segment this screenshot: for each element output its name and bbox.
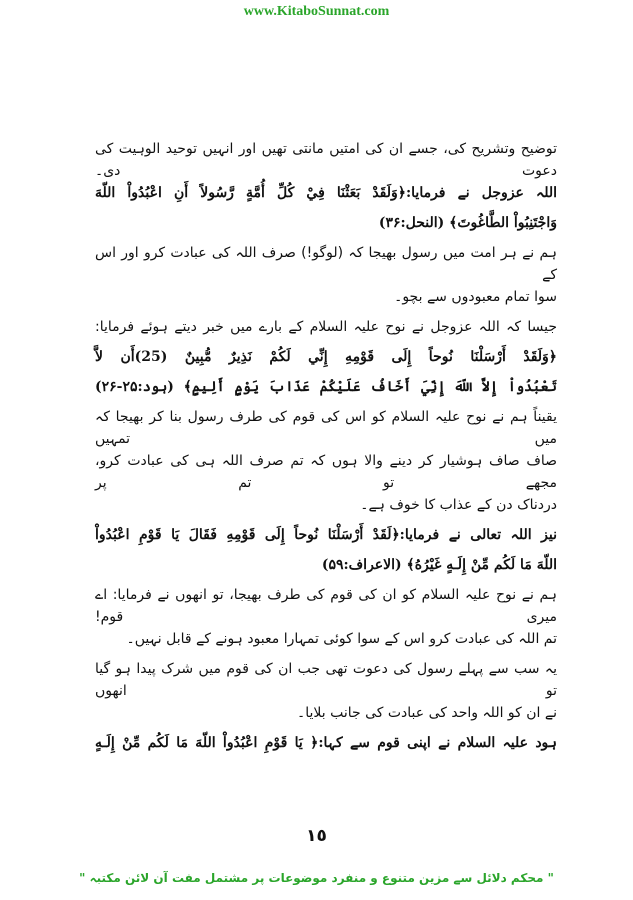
text-line: اللہ عزوجل نے فرمایا:﴿وَلَقَدْ بَعَثْنَا فِيْ كُلِّ أُمَّةٍ رَّسُولاً أَنِ اعْبُدُواْ اللّهَ [95, 185, 557, 201]
text-line: نے ان کو اللہ واحد کی عبادت کی جانب بلایا۔ [297, 705, 557, 721]
text-line: نیز اللہ تعالی نے فرمایا:﴿لَقَدْ أَرْسَلْنَا نُوحاً إِلَى قَوْمِهِ فَقَالَ يَا قَوْمِ اعْبُدُواْ [95, 527, 557, 543]
page-number: ١٥ [306, 826, 327, 846]
text-line: ہم نے ہر امت میں رسول بھیجا کہ (لوگو!) صرف اللہ کی عبادت کرو اور اس کے [95, 245, 557, 283]
text-line: وَاجْتَنِبُواْ الطَّاغُوتَ﴾ (النحل:۳۶) [378, 215, 557, 231]
text-line: تم اللہ کی عبادت کرو اس کے سوا کوئی تمہارا معبود ہونے کے قابل نہیں۔ [126, 631, 557, 647]
text-line: توضیح وتشریح کی، جسے ان کی امتیں مانتی تھیں اور انہیں توحید الوہیت کی دعوت دی۔ [95, 141, 557, 179]
text-line: یقیناً ہم نے نوح علیہ السلام کو اس کی قوم کی طرف رسول بنا کر بھیجا کہ میں تمہیں [95, 409, 557, 447]
text-line: تَعْبُدُواْ إِلاَّ اللّهَ إِنِّيَ أَخَافُ عَلَيْكُمْ عَذَابَ يَوْمٍ أَلِيمٍ﴾ (ہود:۲۵-۲۶) [95, 379, 557, 395]
text-line: ہم نے نوح علیہ السلام کو ان کی قوم کی طرف بھیجا، تو انھوں نے فرمایا: اے میری قوم! [95, 587, 557, 625]
text-line: سوا تمام معبودوں سے بچو۔ [394, 289, 557, 305]
footer-tagline: " محکم دلائل سے مزین متنوع و منفرد موضوعات پر مشتمل مفت آن لائن مکتبہ " [79, 871, 554, 885]
text-line: ہود علیہ السلام نے اپنی قوم سے کہا:﴿ يَا قَوْمِ اعْبُدُواْ اللّهَ مَا لَكُم مِّنْ إِلَـهٍ [95, 735, 557, 751]
text-line: جیسا کہ اللہ عزوجل نے نوح علیہ السلام کے بارے میں خبر دیتے ہوئے فرمایا: [95, 319, 557, 335]
text-line: دردناک دن کے عذاب کا خوف ہے۔ [360, 497, 557, 513]
site-url-header: www.KitaboSunnat.com [243, 4, 390, 19]
text-line: اللّهَ مَا لَكُم مِّنْ إِلَـهٍ غَيْرُهُ﴾ (الاعراف:۵۹) [321, 557, 557, 573]
text-line: صاف صاف ہوشیار کر دینے والا ہوں کہ تم صرف اللہ ہی کی عبادت کرو، مجھے تو تم پر [95, 453, 557, 491]
page-body [95, 138, 557, 762]
text-line: یہ سب سے پہلے رسول کی دعوت تھی جب ان کی قوم میں شرک پیدا ہو گیا تو انھوں [95, 661, 557, 699]
text-line: ﴿وَلَقَدْ أَرْسَلْنَا نُوحاً إِلَى قَوْمِهِ إِنِّي لَكُمْ نَذِيرٌ مُّبِينٌ (25)أَن لاَّ [95, 349, 558, 365]
